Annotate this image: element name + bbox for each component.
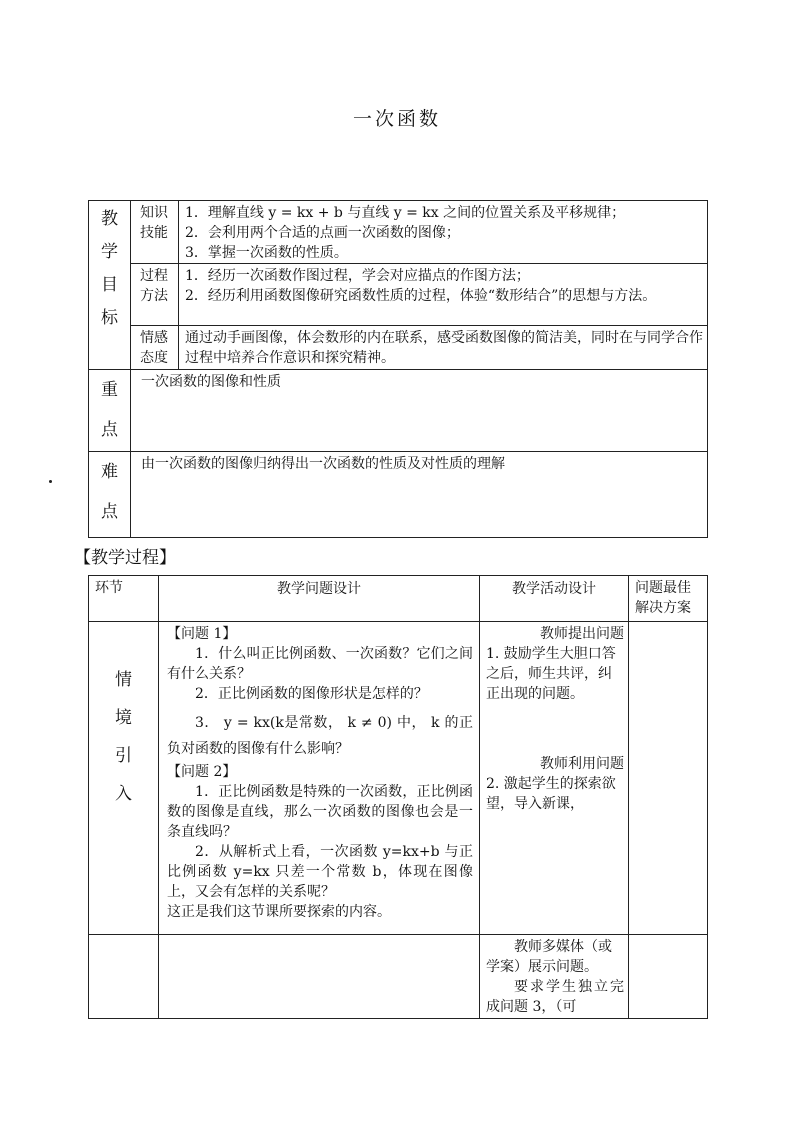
solution-cell-empty xyxy=(629,935,708,1019)
goals-label: 教 学 目 标 xyxy=(89,201,131,370)
q1-item: 3． y = kx(k是常数， k ≠ 0) 中， k 的正负对函数的图像有什么影响？ xyxy=(167,715,473,757)
question-design xyxy=(159,622,480,935)
key-point-text: 一次函数的图像和性质 xyxy=(131,370,708,452)
header-activity-design: 教学活动设计 xyxy=(480,576,629,622)
knowledge-label: 知识 技能 xyxy=(131,201,179,264)
difficulty-text: 由一次函数的图像归纳得出一次函数的性质及对性质的理解 xyxy=(131,452,708,538)
q1-item: 2．正比例函数的图像形状是怎样的？ xyxy=(195,686,428,702)
goals-table xyxy=(88,200,708,538)
q2-item: 2．从解析式上看，一次函数 y=kx+b 与正比例函数 y=kx 只差一个常数 b，体现在图像上，又会有怎样的关系呢？ xyxy=(167,844,473,900)
knowledge-items xyxy=(179,201,708,264)
process-label: 过程 方法 xyxy=(131,264,179,326)
knowledge-item: 1．理解直线 y = kx + b 与直线 y = kx 之间的位置关系及平移规律； xyxy=(185,205,626,221)
closing-text: 这正是我们这节课所要探索的内容。 xyxy=(167,904,391,920)
emotion-text: 通过动手画图像，体会数形的内在联系，感受函数图像的简洁美，同时在与同学合作过程中培养合作意识和探究精神。 xyxy=(179,326,708,370)
stage-cell-empty xyxy=(89,935,159,1019)
header-solution: 问题最佳解决方案 xyxy=(629,576,708,622)
process-item: 1．经历一次函数作图过程，学会对应描点的作图方法； xyxy=(185,268,530,284)
question-cell-empty xyxy=(159,935,480,1019)
difficulty-label: 难 点 xyxy=(89,452,131,538)
page-title: 一次函数 xyxy=(352,108,441,130)
stray-mark xyxy=(49,480,52,483)
stage-label: 情 境 引 入 xyxy=(89,622,159,935)
q1-title: 【问题 1】 xyxy=(167,626,237,642)
process-item: 2．经历利用函数图像研究函数性质的过程，体验“数形结合”的思想与方法。 xyxy=(185,288,657,304)
process-items xyxy=(179,264,708,326)
q2-item: 1．正比例函数是特殊的一次函数，正比例函数的图像是直线，那么一次函数的图像也会是一条直线吗？ xyxy=(167,784,473,840)
activity-design-2: 教师多媒体（或学案）展示问题。 要求学生独立完成问题 3，（可 xyxy=(480,935,629,1019)
emotion-label: 情感 态度 xyxy=(131,326,179,370)
header-question-design: 教学问题设计 xyxy=(159,576,480,622)
key-point-label: 重 点 xyxy=(89,370,131,452)
q1-item: 1．什么叫正比例函数、一次函数？它们之间有什么关系？ xyxy=(167,646,473,682)
solution-cell xyxy=(629,622,708,935)
header-stage: 环节 xyxy=(89,576,159,622)
activity-design: 教师提出问题 1. 鼓励学生大胆口答之后，师生共评，纠正出现的问题。 教师利用问题 2. 激起学生的探索欲望，导入新课， xyxy=(480,622,629,935)
process-heading: 【教学过程】 xyxy=(74,548,176,568)
q2-title: 【问题 2】 xyxy=(167,764,237,780)
knowledge-item: 2．会利用两个合适的点画一次函数的图像； xyxy=(185,225,460,241)
process-table xyxy=(88,575,708,1019)
knowledge-item: 3．掌握一次函数的性质。 xyxy=(185,245,348,261)
